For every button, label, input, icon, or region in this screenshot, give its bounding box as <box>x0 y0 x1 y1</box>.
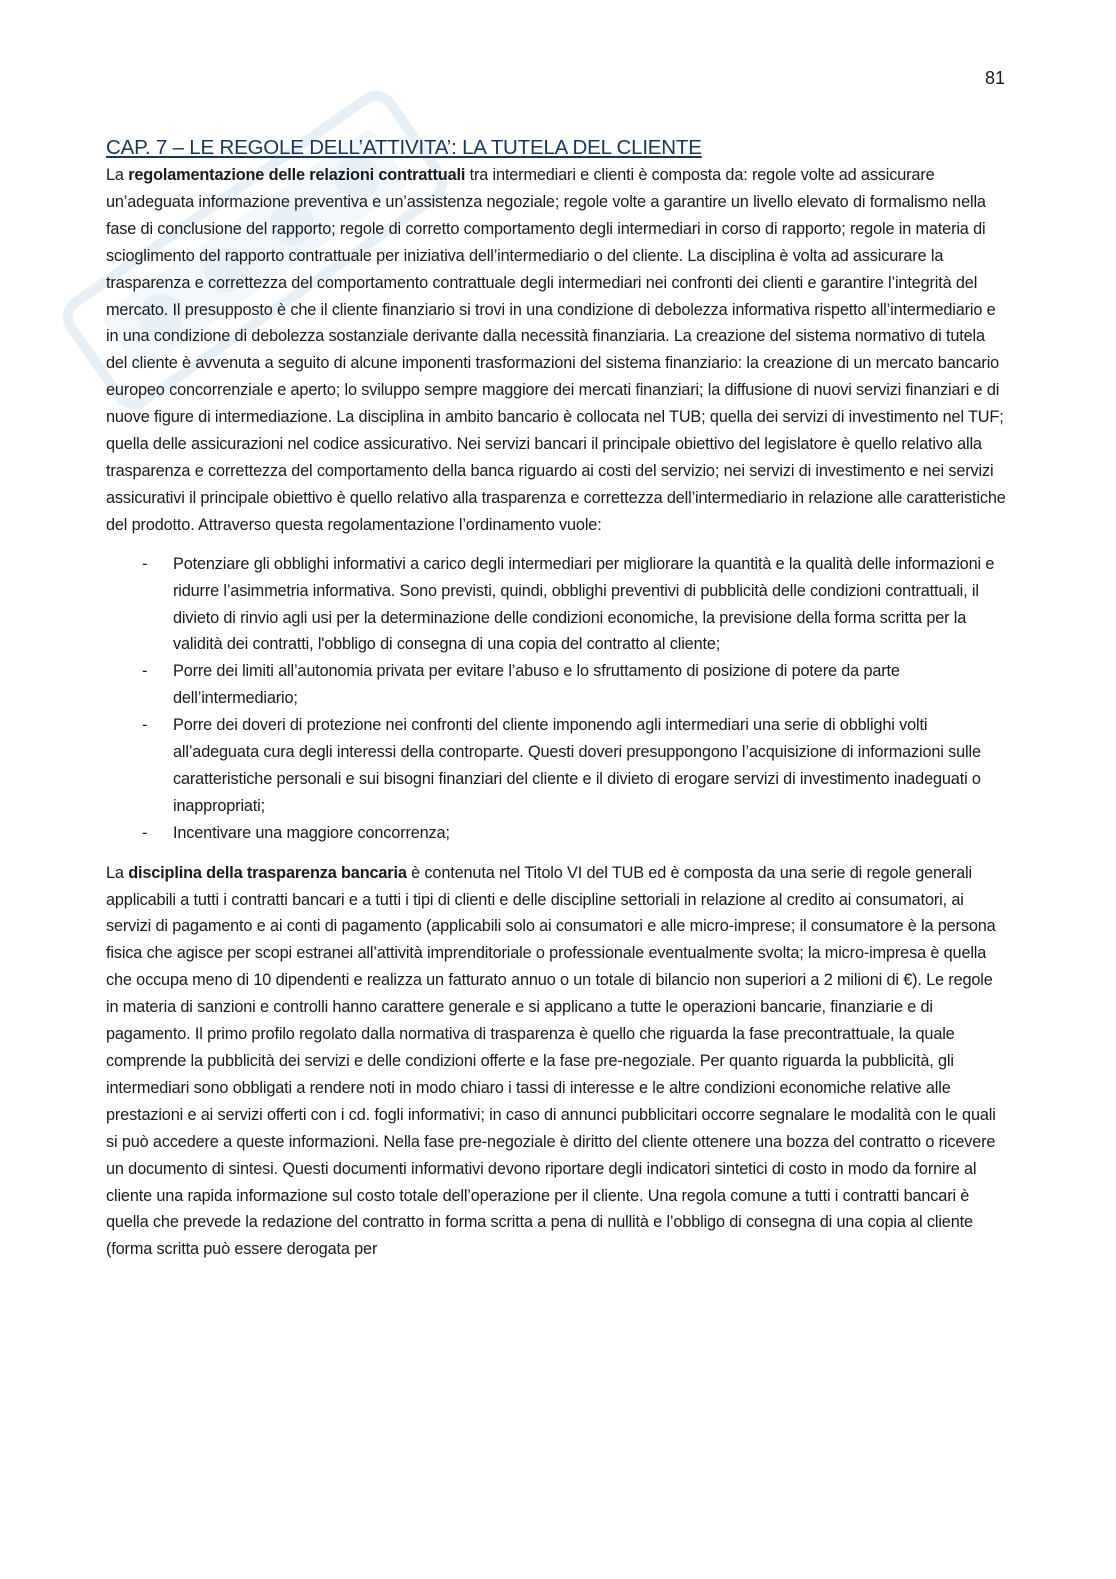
list-item-text: Porre dei limiti all’autonomia privata per evitare l’abuso e lo sfruttamento di posizione di potere da parte dell’intermediario; <box>173 662 900 708</box>
intro-bold-term: regolamentazione delle relazioni contrattuali <box>128 166 466 184</box>
bullet-marker: - <box>142 716 148 735</box>
transparency-paragraph <box>106 860 1006 1264</box>
bullet-marker: - <box>142 823 148 842</box>
bullet-marker: - <box>142 554 148 573</box>
list-item <box>106 658 1006 712</box>
page-content <box>106 134 1006 1263</box>
intro-text: tra intermediari e clienti è composta da: regole volte ad assicurare un’adeguata informazione preventiva e un’assistenza negoziale; regole volte a garantire un livello elevato di formalismo nella fase di conclusione del rapporto; regole di corretto comportamento degli intermediari in corso di rapporto; regole in materia di scioglimento del rapporto contrattuale per iniziativa dell’intermediario o del cliente. La disciplina è volta ad assicurare la trasparenza e correttezza del comportamento contrattuale degli intermediari nei confronti dei clienti e garantire l’integrità del mercato. Il presupposto è che il cliente finanziario si trovi in una condizione di debolezza informativa rispetto all’intermediario e in una condizione di debolezza sostanziale derivante dalla necessità finanziaria. La creazione del sistema normativo di tutela del cliente è avvenuta a seguito di alcune imponenti trasformazioni del sistema finanziario: la creazione di un mercato bancario europeo concorrenziale e aperto; lo sviluppo sempre maggiore dei mercati finanziari; la diffusione di nuovi servizi finanziari e di nuove figure di intermediazione. La disciplina in ambito bancario è collocata nel TUB; quella dei servizi di investimento nel TUF; quella delle assicurazioni nel codice assicurativo. Nei servizi bancari il principale obiettivo del legislatore è quello relativo alla trasparenza e correttezza del comportamento della banca riguardo ai costi del servizio; nei servizi di investimento e nei servizi assicurativi il principale obiettivo è quello relativo alla trasparenza e correttezza dell’intermediario in relazione alle caratteristiche del prodotto. Attraverso questa regolamentazione l’ordinamento vuole: <box>106 166 1006 534</box>
intro-paragraph <box>106 162 1006 539</box>
transparency-bold-term: disciplina della trasparenza bancaria <box>128 863 407 882</box>
transparency-text: è contenuta nel Titolo VI del TUB ed è composta da una serie di regole generali applicabili a tutti i contratti bancari e a tutti i tipi di clienti e delle discipline settoriali in relazione al credito ai consumatori, ai servizi di pagamento e ai conti di pagamento (applicabili solo ai consumatori e alle micro-imprese; il consumatore è la persona fisica che agisce per scopi estranei all’attività imprenditoriale o professionale eventualmente svolta; la micro-impresa è quella che occupa meno di 10 dipendenti e realizza un fatturato annuo o un totale di bilancio non superiori a 2 milioni di €). Le regole in materia di sanzioni e controlli hanno carattere generale e si applicano a tutte le operazioni bancarie, finanziarie e di pagamento. Il primo profilo regolato dalla normativa di trasparenza è quello che riguarda la fase precontrattuale, la quale comprende la pubblicità dei servizi e delle condizioni offerte e la fase pre-negoziale. Per quanto riguarda la pubblicità, gli intermediari sono obbligati a rendere noti in modo chiaro i tassi di interesse e le altre condizioni economiche relative alle prestazioni e ai servizi offerti con i cd. fogli informativi; in caso di annunci pubblicitari occorre segnalare le modalità con le quali si può accedere a queste informazioni. Nella fase pre-negoziale è diritto del cliente ottenere una bozza del contratto o ricevere un documento di sintesi. Questi documenti informativi devono riportare degli indicatori sintetici di costo in modo da fornire al cliente una rapida informazione sul costo totale dell’operazione per il cliente. Una regola comune a tutti i contratti bancari è quella che prevede la redazione del contratto in forma scritta a pena di nullità e l’obbligo di consegna di una copia al cliente (forma scritta può essere derogata per <box>106 863 996 1259</box>
chapter-title: CAP. 7 – LE REGOLE DELL’ATTIVITA’: LA TUTELA DEL CLIENTE <box>106 136 702 159</box>
list-item <box>106 712 1006 820</box>
bullet-marker: - <box>142 662 148 681</box>
list-item-text: Incentivare una maggiore concorrenza; <box>173 823 450 842</box>
list-item <box>106 820 1006 847</box>
list-item <box>106 551 1006 659</box>
list-item-text: Porre dei doveri di protezione nei confronti del cliente imponendo agli intermediari una serie di obblighi volti all’adeguata cura degli interessi della controparte. Questi doveri presuppongono l’acquisizione di informazioni sulle caratteristiche personali e sui bisogni finanziari del cliente e il divieto di erogare servizi di investimento inadeguati o inappropriati; <box>173 716 981 815</box>
page-number: 81 <box>984 68 1005 88</box>
objectives-list <box>106 551 1006 847</box>
list-item-text: Potenziare gli obblighi informativi a carico degli intermediari per migliorare la quantità e la qualità delle informazioni e ridurre l’asimmetria informativa. Sono previsti, quindi, obblighi preventivi di pubblicità delle condizioni contrattuali, il divieto di rinvio agli usi per la determinazione delle condizioni economiche, la previsione della forma scritta per la validità dei contratti, l'obbligo di consegna di una copia del contratto al cliente; <box>173 554 995 654</box>
transparency-lead: La <box>106 863 129 882</box>
intro-lead: La <box>106 166 129 184</box>
